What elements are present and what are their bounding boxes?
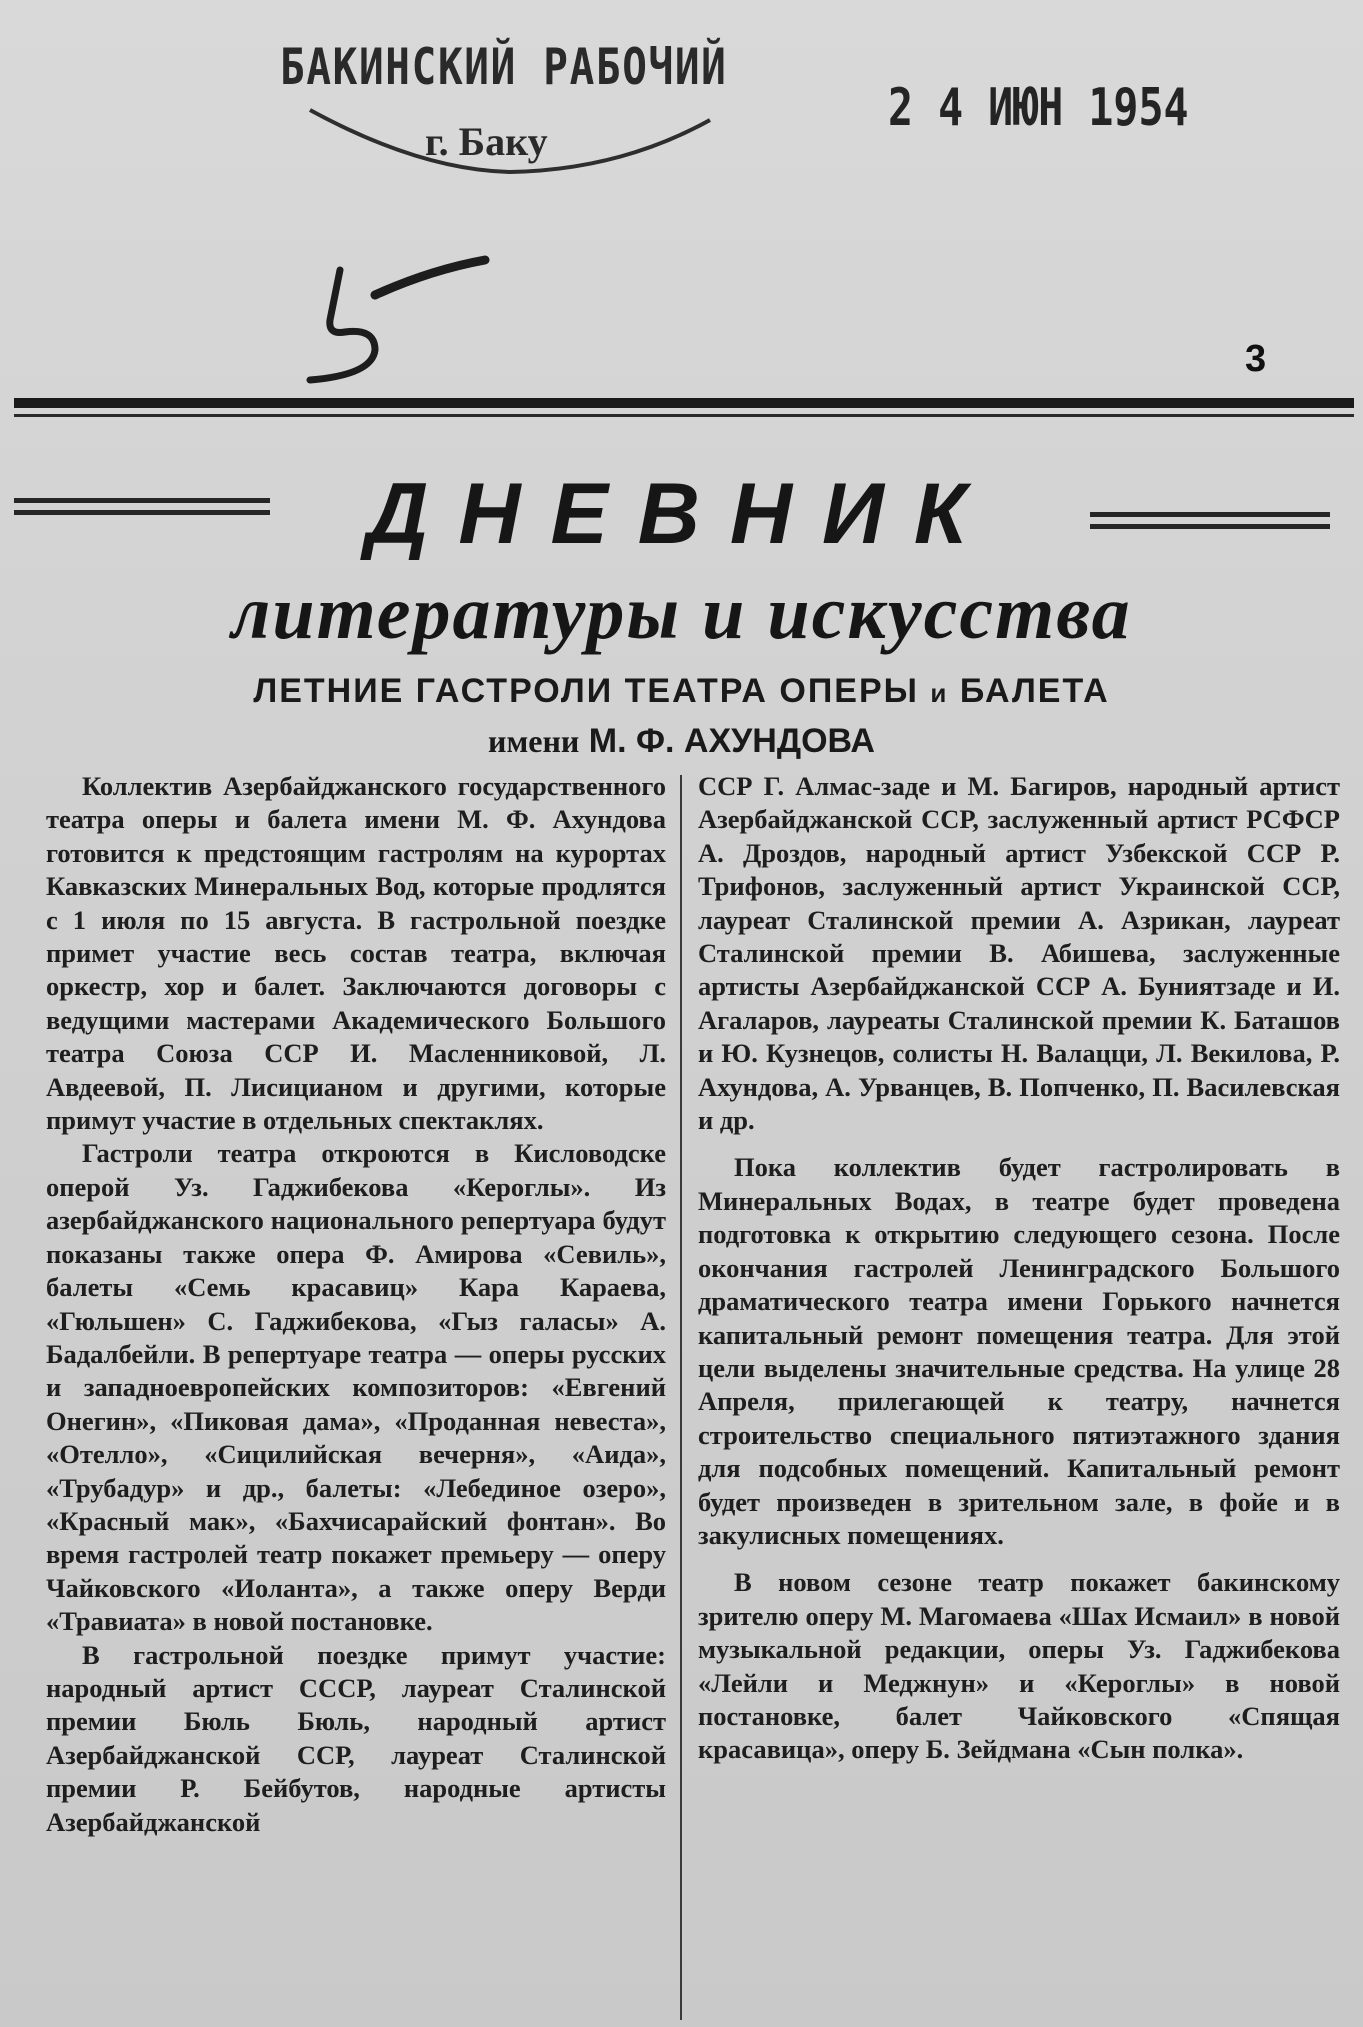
article-title-conj: и: [930, 678, 949, 708]
article-column-right: [698, 770, 1340, 1767]
page-number: 3: [1245, 338, 1267, 380]
section-subheading: литературы и искусства: [231, 571, 1132, 655]
column-divider: [680, 775, 682, 2020]
paragraph: Гастроли театра откроются в Кисловодске оперой Уз. Гаджибекова «Кероглы». Из азербайджанского национального репертуара будут показаны также опера Ф. Амирова «Севиль», балеты «Семь красавиц» Кара Караева, «Гюльшен» С. Гаджибекова, «Гыз галасы» А. Бадалбейли. В репертуаре театра — оперы русских и западноевропейских композиторов: «Евгений Онегин», «Пиковая дама», «Проданная невеста», «Отелло», «Сицилийская вечерня», «Аида», «Трубадур» и др., балеты: «Лебединое озеро», «Красный мак», «Бахчисарайский фонтан». Во время гастролей театр покажет премьеру — оперу Чайковского «Иоланта», а также оперу Верди «Травиата» в новой постановке.: [46, 1138, 666, 1637]
article-title-part2: БАЛЕТА: [959, 672, 1110, 710]
article-subtitle-lead: имени: [488, 723, 580, 759]
article-column-left: [46, 770, 666, 1839]
paragraph: В новом сезоне театр покажет бакинскому зрителю оперу М. Магомаева «Шах Исмаил» в новой музыкальной редакции, оперы Уз. Гаджибекова «Лейли и Меджнун» и «Кероглы» в новой постановке, балет Чайковского «Спящая красавица», оперу Б. Зейдмана «Сын полка».: [698, 1567, 1340, 1765]
paragraph: Коллектив Азербайджанского государственного театра оперы и балета имени М. Ф. Ахундова готовится к предстоящим гастролям на курортах Кавказских Минеральных Вод, которые продлятся с 1 июля по 15 августа. В гастрольной поездке примет участие весь состав театра, включая оркестр, хор и балет. Заключаются договоры с ведущими мастерами Академического Большого театра Союза ССР И. Масленниковой, Л. Авдеевой, П. Лисицианом и другими, которые примут участие в отдельных спектаклях.: [46, 771, 666, 1136]
header-rule-thin: [14, 414, 1354, 417]
stamp-newspaper-name: БАКИНСКИЙ РАБОЧИЙ: [280, 38, 728, 96]
handwritten-mark: [280, 240, 510, 390]
paragraph: Пока коллектив будет гастролировать в Минеральных Водах, в театре будет проведена подготовка к открытию следующего сезона. После окончания гастролей Ленинградского Большого драматического театра имени Горького начнется капитальный ремонт помещения театра. Для этой цели выделены значительные средства. На улице 28 Апреля, прилегающей к театру, начнется строительство специального пятиэтажного здания для подсобных помещений. Капитальный ремонт будет произведен в зрительном зале, в фойе и в закулисных помещениях.: [698, 1152, 1340, 1550]
article-title: [0, 672, 1363, 711]
article-subtitle: [0, 722, 1363, 761]
stamp-city: г. Баку: [425, 119, 548, 164]
section-heading: ДНЕВНИК: [366, 466, 997, 562]
stamp-date: 2 4 ИЮН 1954: [888, 78, 1189, 138]
article-title-part1: ЛЕТНИЕ ГАСТРОЛИ ТЕАТРА ОПЕРЫ: [253, 672, 919, 710]
paragraph: ССР Г. Алмас-заде и М. Багиров, народный артист Азербайджанской ССР, заслуженный артист РСФСР А. Дроздов, народный артист Узбекской ССР Р. Трифонов, заслуженный артист Украинской ССР, лауреат Сталинской премии А. Азрикан, лауреат Сталинской премии В. Абишева, заслуженные артисты Азербайджанской ССР А. Буниятзаде и И. Агаларов, лауреаты Сталинской премии К. Баташов и Ю. Кузнецов, солисты Н. Валацци, Л. Векилова, Р. Ахундова, А. Урванцев, В. Попченко, П. Василевская и др.: [698, 771, 1340, 1136]
header-rule-thick: [14, 398, 1354, 408]
paragraph: В гастрольной поездке примут участие: народный артист СССР, лауреат Сталинской премии Бюль Бюль, народный артист Азербайджанской ССР, лауреат Сталинской премии Р. Бейбутов, народные артисты Азербайджанской: [46, 1639, 666, 1837]
article-subtitle-name: М. Ф. АХУНДОВА: [588, 722, 875, 760]
